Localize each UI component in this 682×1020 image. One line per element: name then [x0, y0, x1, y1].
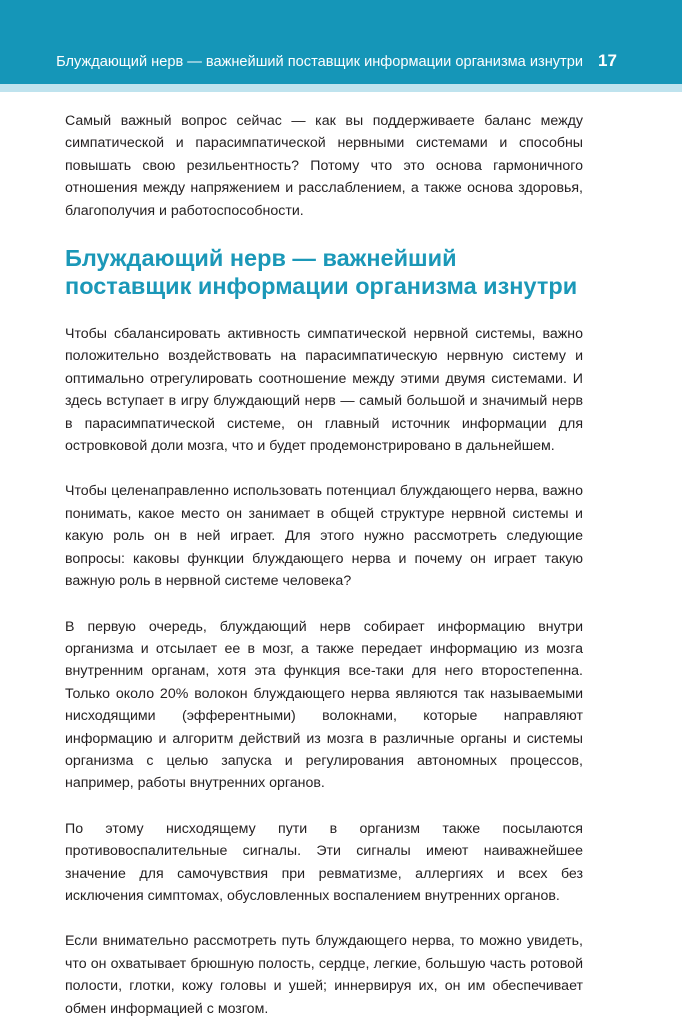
page-number: 17 — [598, 51, 617, 70]
body-paragraph: Чтобы сбалансировать активность симпатической нервной системы, важно положительно воздействовать на парасимпатическую нервную систему и оптимально отрегулировать соотношение между этими двумя системами. И здесь вступает в игру блуждающий нерв — самый большой и значимый нерв в парасимпатической системе, он главный источник информации для островковой доли мозга, что и будет продемонстрировано в дальнейшем. — [65, 326, 583, 455]
section-heading: Блуждающий нерв — важнейший поставщик информации организма изнутри — [65, 245, 578, 300]
header-stripe — [0, 84, 682, 92]
running-title: Блуждающий нерв — важнейший поставщик информации организма изнутри — [56, 54, 583, 70]
body-paragraph: По этому нисходящему пути в организм также посылаются противовоспалительные сигналы. Эти сигналы имеют наиважнейшее значение для самочувствия при ревматизме, аллергиях и всех без исключения симптомах, обусловленных воспалением внутренних органов. — [65, 820, 583, 904]
body-paragraph: Если внимательно рассмотреть путь блуждающего нерва, то можно увидеть, что он охватывает брюшную полость, сердце, легкие, большую часть ротовой полости, глотки, кожу головы и ушей; иннервируя их, он им обеспечивает обмен информацией с мозгом. — [65, 933, 583, 1017]
page-body — [65, 110, 583, 1020]
body-paragraph: В первую очередь, блуждающий нерв собирает информацию внутри организма и отсылает ее в мозг, а также передает информацию из мозга внутренним органам, хотя эта функция все-таки для него второстепенна. Только около 20% волокон блуждающего нерва являются так называемыми нисходящими (эфферентными) волокнами, которые направляют информацию и алгоритм действий из мозга в различные органы и системы организма с целью запуска и регулирования автономных процессов, например, работы внутренних органов. — [65, 618, 583, 792]
intro-paragraph: Самый важный вопрос сейчас — как вы поддерживаете баланс между симпатической и парасимпатической нервными системами и способны повышать свою резильентность? Потому что это основа гармоничного отношения между напряжением и расслаблением, а также основа здоровья, благополучия и работоспособности. — [65, 113, 583, 219]
body-paragraph: Чтобы целенаправленно использовать потенциал блуждающего нерва, важно понимать, какое место он занимает в общей структуре нервной системы и какую роль он в ней играет. Для этого нужно рассмотреть следующие вопросы: каковы функции блуждающего нерва и почему он играет такую важную роль в нервной системе человека? — [65, 483, 583, 590]
